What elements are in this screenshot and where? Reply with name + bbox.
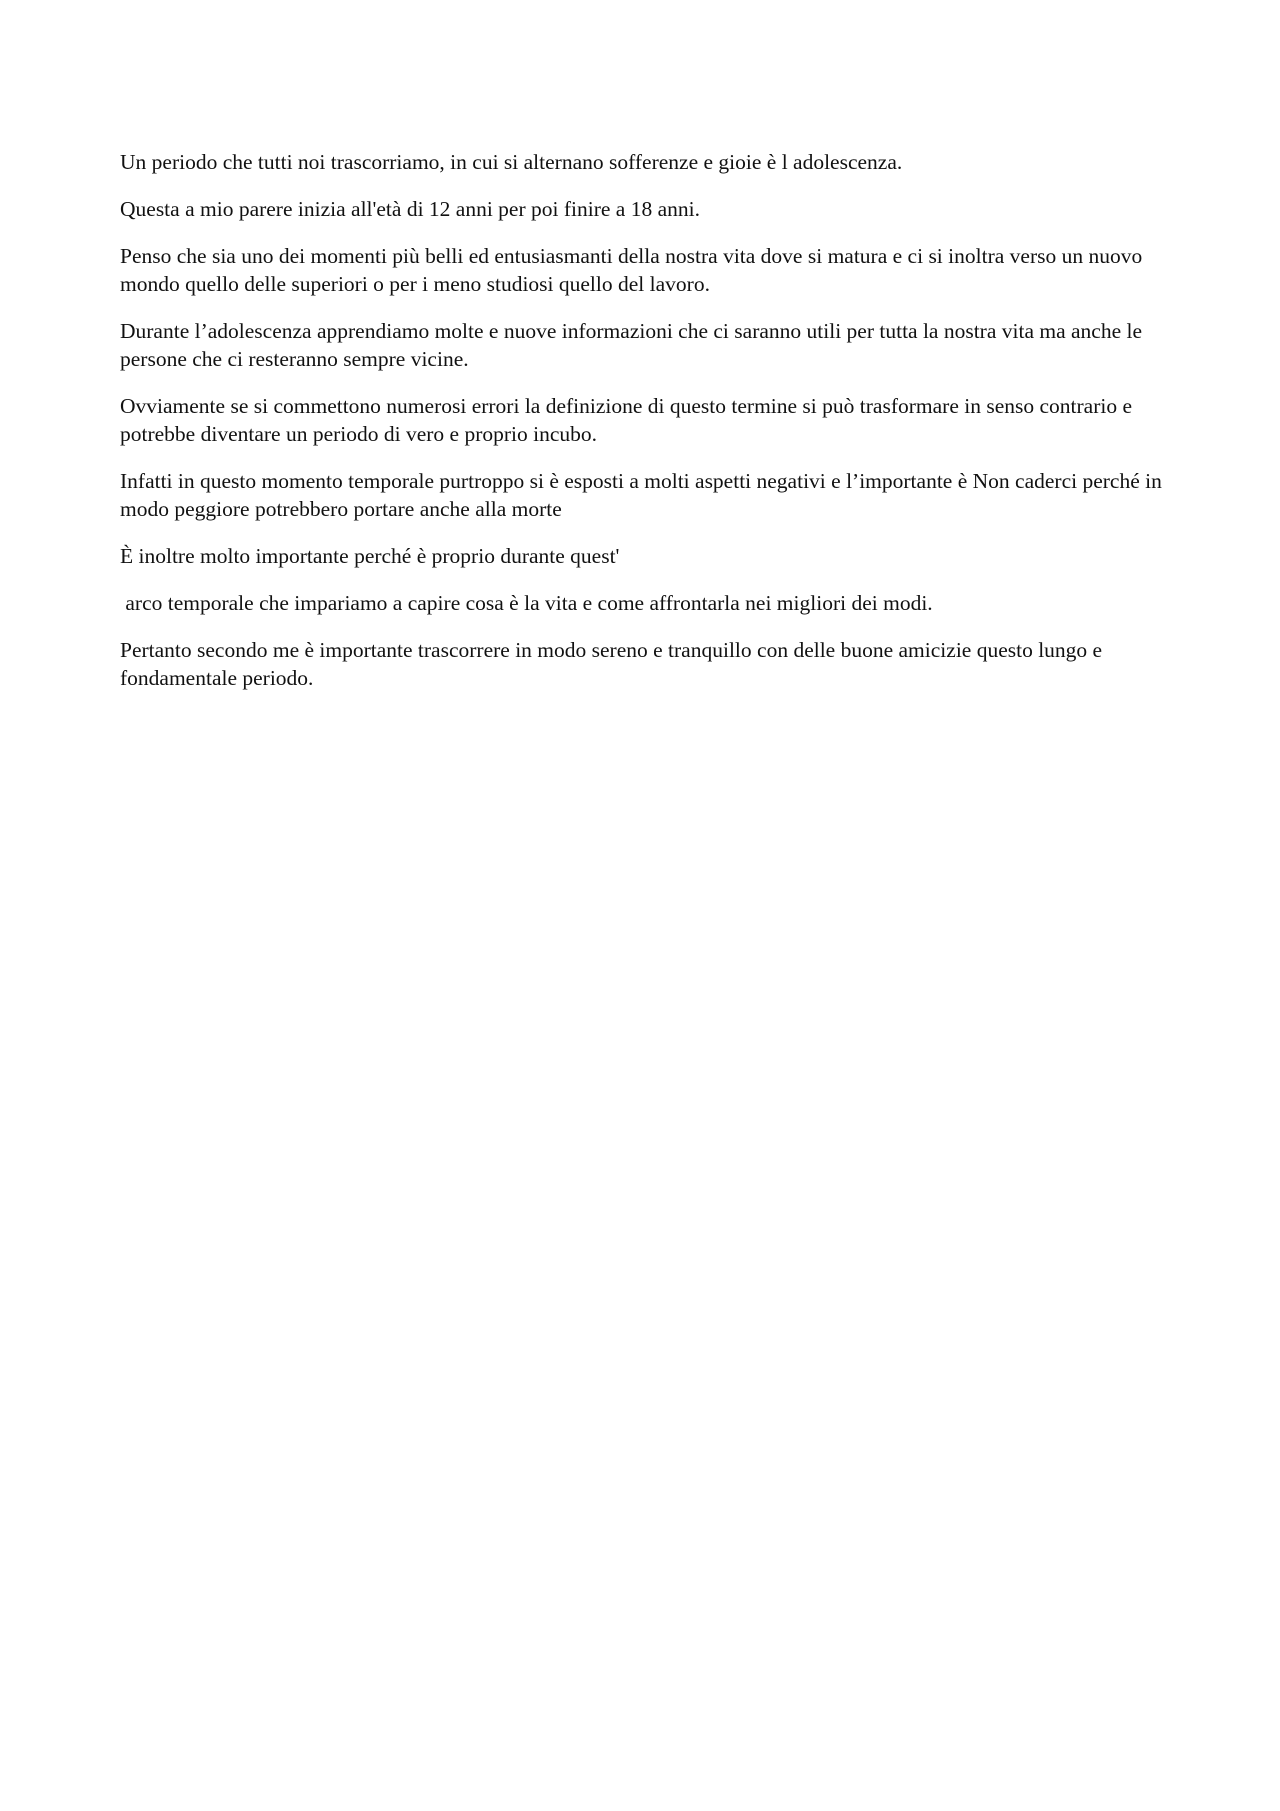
paragraph: Un periodo che tutti noi trascorriamo, in cui si alternano sofferenze e gioie è l adolescenza. bbox=[120, 150, 903, 174]
paragraph: Pertanto secondo me è importante trascorrere in modo sereno e tranquillo con delle buone amicizie questo lungo e fondamentale periodo. bbox=[120, 638, 1103, 690]
paragraph: arco temporale che impariamo a capire cosa è la vita e come affrontarla nei migliori dei modi. bbox=[120, 591, 933, 615]
document-body bbox=[120, 148, 1165, 711]
paragraph: Durante l’adolescenza apprendiamo molte e nuove informazioni che ci saranno utili per tutta la nostra vita ma anche le persone che ci resteranno sempre vicine. bbox=[120, 319, 1143, 371]
paragraph: È inoltre molto importante perché è proprio durante quest' bbox=[120, 544, 620, 568]
paragraph: Questa a mio parere inizia all'età di 12 anni per poi finire a 18 anni. bbox=[120, 197, 700, 221]
paragraph: Ovviamente se si commettono numerosi errori la definizione di questo termine si può trasformare in senso contrario e potrebbe diventare un periodo di vero e proprio incubo. bbox=[120, 394, 1133, 446]
paragraph: Infatti in questo momento temporale purtroppo si è esposti a molti aspetti negativi e l’importante è Non caderci perché in modo peggiore potrebbero portare anche alla morte bbox=[120, 469, 1162, 521]
paragraph: Penso che sia uno dei momenti più belli ed entusiasmanti della nostra vita dove si matura e ci si inoltra verso un nuovo mondo quello delle superiori o per i meno studiosi quello del lavoro. bbox=[120, 244, 1143, 296]
